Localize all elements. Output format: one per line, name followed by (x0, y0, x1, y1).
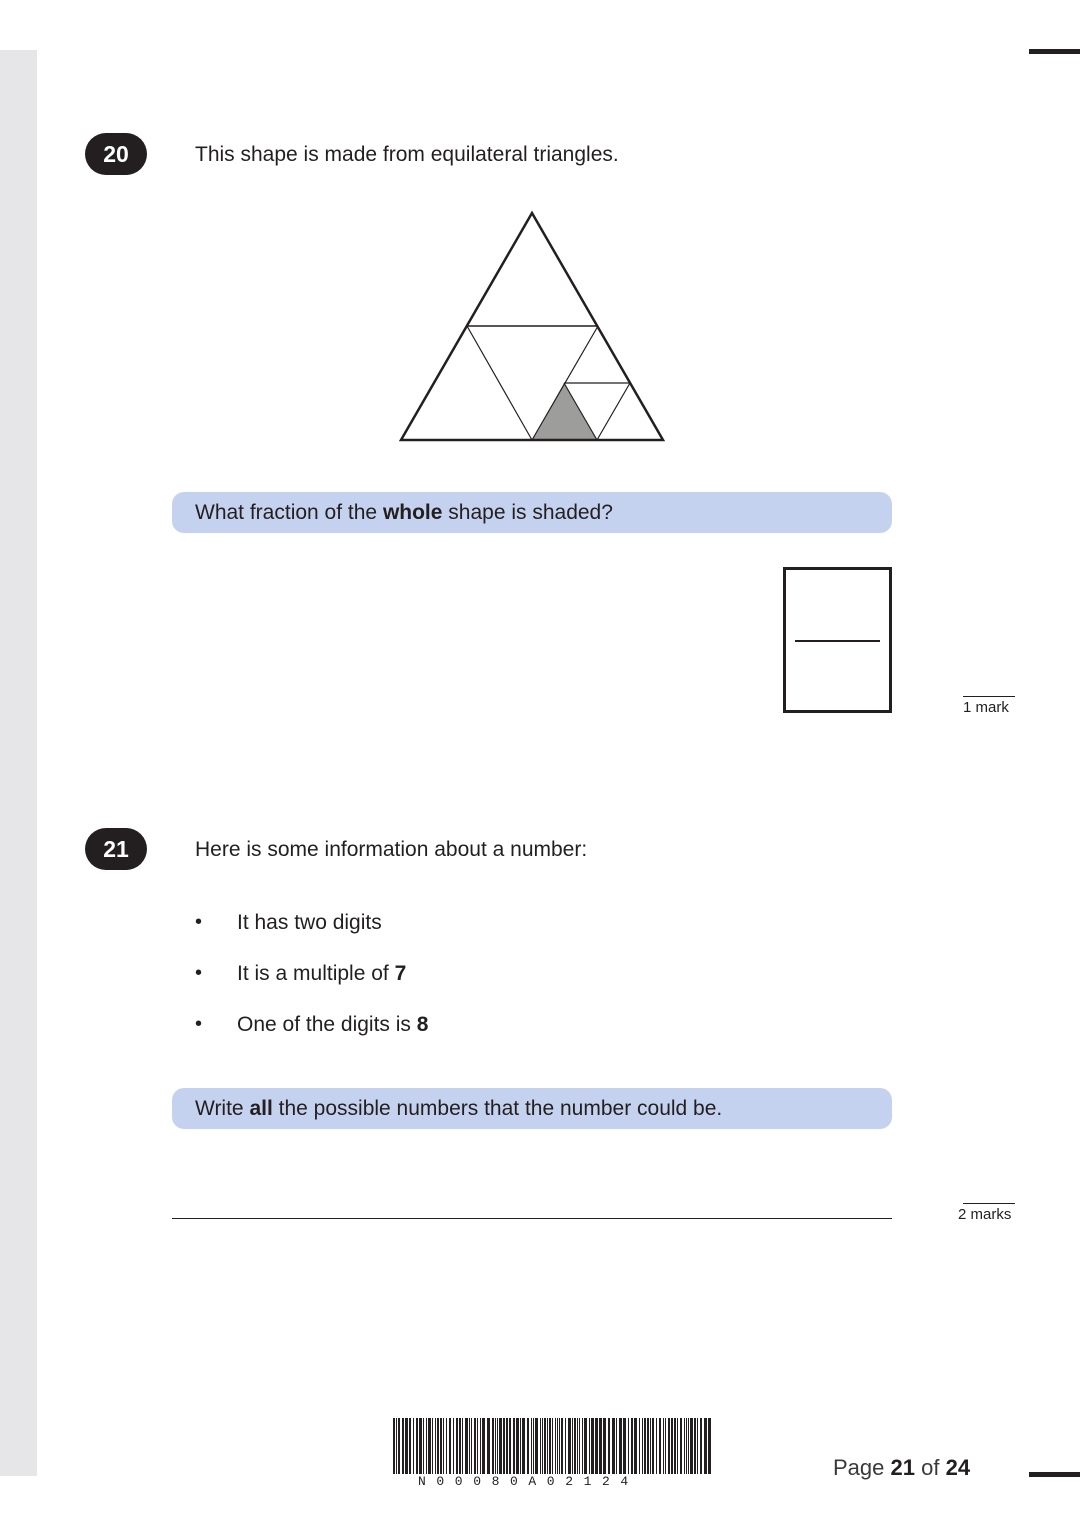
barcode-bar (396, 1418, 397, 1474)
barcode-bar (522, 1418, 525, 1474)
of-word: of (921, 1455, 940, 1480)
barcode-bar (584, 1418, 587, 1474)
barcode-bar (628, 1418, 629, 1474)
barcode-bar (674, 1418, 676, 1474)
bottom-right-corner-mark (1029, 1472, 1080, 1477)
question-21-intro: Here is some information about a number: (195, 838, 588, 861)
barcode-bar (432, 1418, 433, 1474)
barcode (393, 1418, 713, 1474)
barcode-bar (459, 1418, 461, 1474)
barcode-bar (557, 1418, 558, 1474)
barcode-bar (559, 1418, 560, 1474)
triangle-diagram (395, 206, 670, 446)
barcode-bar (644, 1418, 646, 1474)
bullet-item-text: It has two digits (237, 911, 382, 934)
barcode-bar (533, 1418, 534, 1474)
barcode-bar (697, 1418, 698, 1474)
barcode-bar (487, 1418, 490, 1474)
barcode-bar (579, 1418, 580, 1474)
barcode-bar (469, 1418, 470, 1474)
instruction-text: What fraction of the (195, 500, 383, 524)
barcode-bar (650, 1418, 651, 1474)
barcode-bar (668, 1418, 670, 1474)
question-21-badge: 21 (85, 828, 147, 870)
barcode-bar (568, 1418, 571, 1474)
question-21-instruction (172, 1088, 892, 1129)
barcode-bar (446, 1418, 447, 1474)
barcode-bar (704, 1418, 707, 1474)
barcode-bar (549, 1418, 551, 1474)
barcode-bar (527, 1418, 529, 1474)
question-20-instruction (172, 492, 892, 533)
barcode-bar (443, 1418, 444, 1474)
barcode-bar (542, 1418, 543, 1474)
barcode-bar (440, 1418, 442, 1474)
barcode-bar (437, 1418, 439, 1474)
barcode-bar (591, 1418, 594, 1474)
barcode-bar (634, 1418, 637, 1474)
barcode-bar (495, 1418, 496, 1474)
barcode-bar (639, 1418, 640, 1474)
bullet-item (237, 1013, 428, 1037)
barcode-bar (480, 1418, 481, 1474)
fraction-line (795, 640, 880, 642)
barcode-bar (694, 1418, 696, 1474)
barcode-bar (671, 1418, 673, 1474)
barcode-bar (477, 1418, 478, 1474)
barcode-bar (577, 1418, 578, 1474)
bullet-item-number: 8 (416, 1013, 429, 1036)
mark-rule (963, 696, 1015, 697)
left-margin-strip (0, 50, 37, 1476)
barcode-bar (574, 1418, 576, 1474)
bullet-marker: • (195, 1013, 203, 1035)
bullet-marker: • (195, 962, 203, 984)
barcode-bar (547, 1418, 548, 1474)
barcode-bar (616, 1418, 617, 1474)
barcode-bar (462, 1418, 463, 1474)
barcode-bar (544, 1418, 546, 1474)
barcode-bar (665, 1418, 666, 1474)
barcode-bar (413, 1418, 414, 1474)
barcode-bar (509, 1418, 511, 1474)
barcode-bar (708, 1418, 711, 1474)
barcode-bar (595, 1418, 598, 1474)
barcode-number: N00080A02124 (418, 1474, 639, 1489)
current-page: 21 (890, 1455, 915, 1480)
page-word: Page (833, 1455, 885, 1480)
barcode-bar (700, 1418, 702, 1474)
barcode-bar (402, 1418, 404, 1474)
barcode-bar (572, 1418, 573, 1474)
fraction-answer-box[interactable] (783, 567, 892, 713)
instruction-emphasis: whole (382, 500, 443, 524)
barcode-bar (516, 1418, 519, 1474)
barcode-bar (506, 1418, 508, 1474)
barcode-bar (561, 1418, 563, 1474)
bullet-item-text: It is a multiple of (237, 962, 395, 985)
barcode-bar (677, 1418, 678, 1474)
barcode-bar (690, 1418, 693, 1474)
total-pages: 24 (945, 1455, 971, 1480)
answer-line[interactable] (172, 1218, 892, 1219)
barcode-bar (535, 1418, 538, 1474)
barcode-bar (513, 1418, 515, 1474)
barcode-bar (619, 1418, 622, 1474)
barcode-bar (419, 1418, 422, 1474)
barcode-bar (642, 1418, 643, 1474)
barcode-bar (456, 1418, 458, 1474)
barcode-bar (471, 1418, 472, 1474)
barcode-bar (659, 1418, 661, 1474)
bullet-item (237, 911, 382, 935)
barcode-bar (474, 1418, 476, 1474)
instruction-text: the possible numbers that the number could be. (272, 1096, 723, 1120)
barcode-bar (647, 1418, 649, 1474)
right-inner-edge (597, 383, 630, 440)
barcode-bar (497, 1418, 498, 1474)
instruction-emphasis: all (249, 1096, 273, 1120)
left-inner-edge (467, 326, 532, 440)
barcode-bar (589, 1418, 590, 1474)
barcode-bar (608, 1418, 610, 1474)
instruction-text: shape is shaded? (442, 500, 613, 524)
barcode-bar (503, 1418, 505, 1474)
bullet-item-number: 7 (394, 962, 407, 985)
barcode-bar (680, 1418, 682, 1474)
barcode-bar (499, 1418, 502, 1474)
barcode-bar (612, 1418, 615, 1474)
barcode-bar (531, 1418, 532, 1474)
barcode-bar (405, 1418, 408, 1474)
barcode-bar (663, 1418, 664, 1474)
barcode-bar (426, 1418, 427, 1474)
bullet-marker: • (195, 911, 203, 933)
top-right-corner-mark (1029, 49, 1080, 54)
barcode-bar (684, 1418, 685, 1474)
barcode-bar (449, 1418, 451, 1474)
barcode-bar (398, 1418, 400, 1474)
barcode-bar (465, 1418, 468, 1474)
mark-rule (963, 1203, 1015, 1204)
shaded-triangle (532, 383, 597, 440)
bullet-item (237, 962, 406, 986)
page-number (833, 1455, 970, 1481)
barcode-bar (686, 1418, 687, 1474)
question-20-intro: This shape is made from equilateral triangles. (195, 143, 619, 166)
barcode-bar (492, 1418, 494, 1474)
barcode-bar (565, 1418, 566, 1474)
question-20-marks: 1 mark (963, 699, 1009, 716)
barcode-bar (623, 1418, 626, 1474)
barcode-bar (599, 1418, 602, 1474)
question-20-badge: 20 (85, 133, 147, 175)
barcode-bar (435, 1418, 436, 1474)
barcode-bar (453, 1418, 454, 1474)
barcode-bar (582, 1418, 583, 1474)
barcode-bar (652, 1418, 654, 1474)
barcode-bar (393, 1418, 395, 1474)
barcode-bar (603, 1418, 606, 1474)
barcode-bar (423, 1418, 424, 1474)
barcode-bar (555, 1418, 556, 1474)
barcode-bar (409, 1418, 411, 1474)
bullet-item-text: One of the digits is (237, 1013, 417, 1036)
barcode-bar (520, 1418, 521, 1474)
question-21-marks: 2 marks (958, 1206, 1012, 1223)
barcode-bar (631, 1418, 633, 1474)
barcode-bar (416, 1418, 418, 1474)
instruction-text: Write (195, 1096, 250, 1120)
barcode-bar (482, 1418, 485, 1474)
barcode-bar (540, 1418, 541, 1474)
barcode-bar (656, 1418, 657, 1474)
barcode-bar (428, 1418, 431, 1474)
barcode-bar (552, 1418, 553, 1474)
barcode-bar (688, 1418, 689, 1474)
